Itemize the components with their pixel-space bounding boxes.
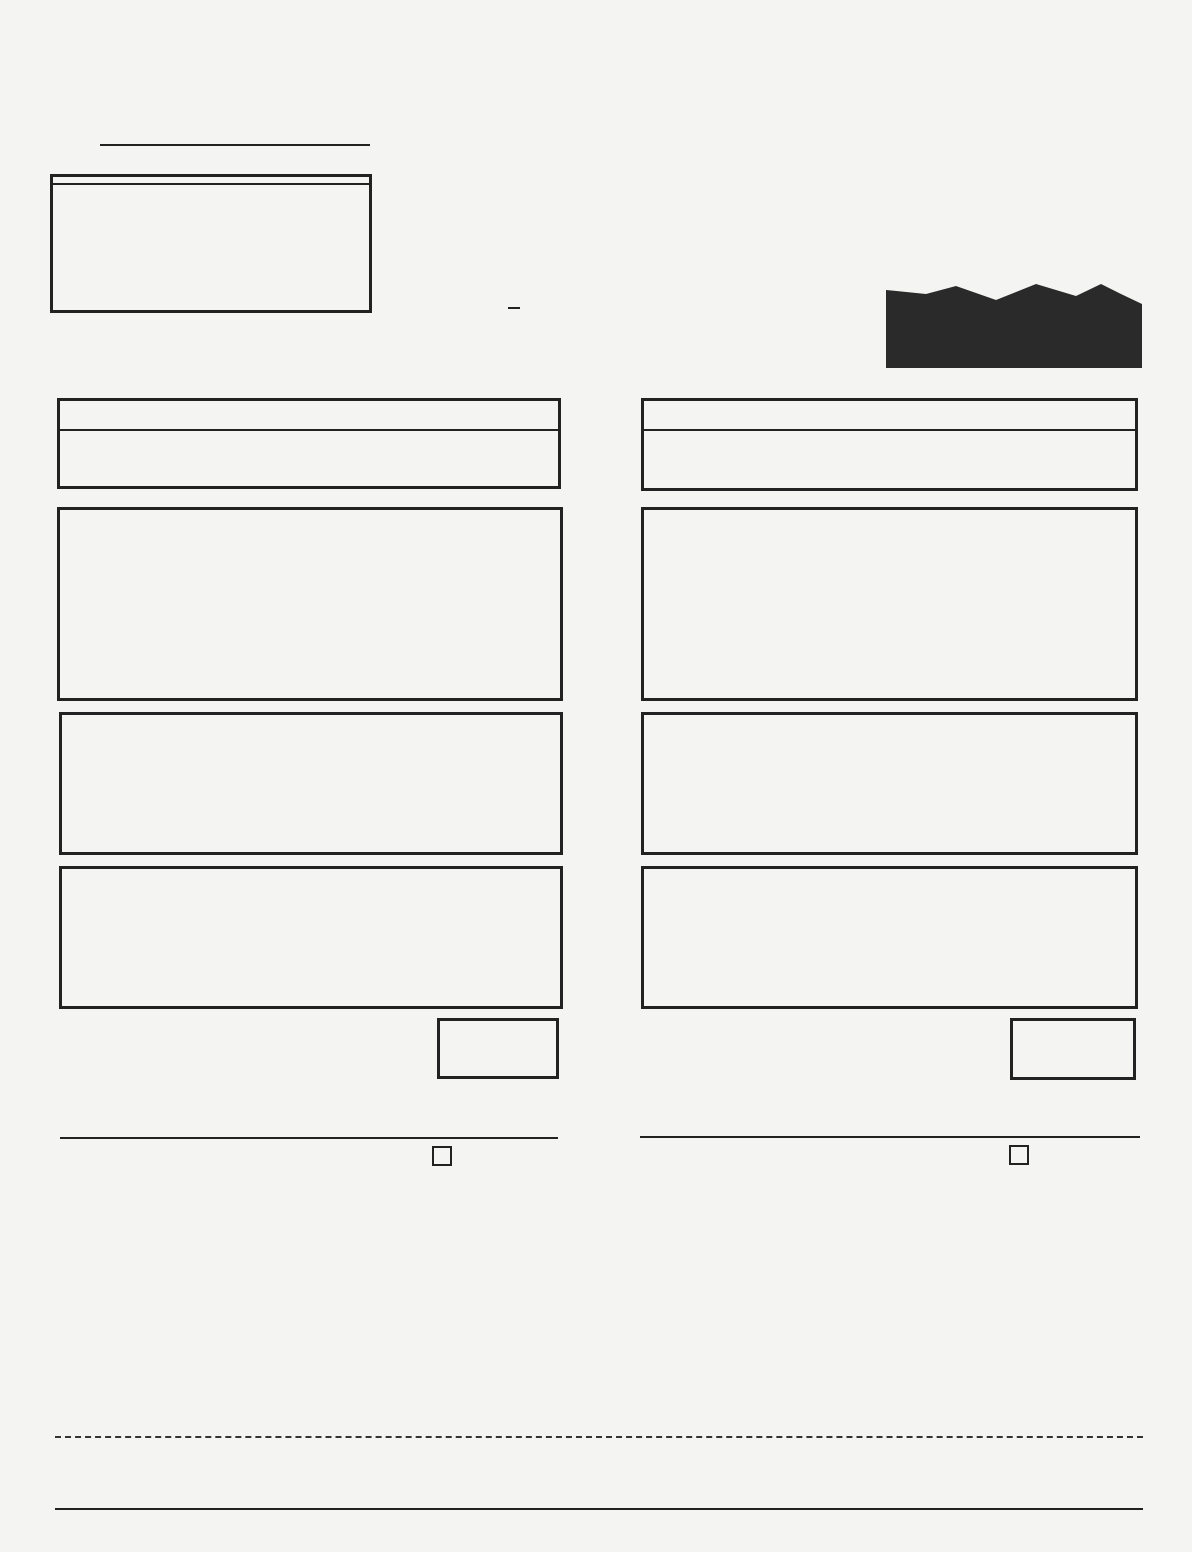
home-signature-line — [60, 1137, 558, 1139]
home-total-wins — [437, 1018, 559, 1079]
home-team-box — [57, 398, 561, 489]
scoring-codes-box — [50, 174, 372, 313]
home-round-3 — [59, 866, 563, 1009]
visitor-round-3 — [641, 866, 1138, 1009]
visiting-team-name — [644, 431, 1135, 437]
home-round-1 — [57, 507, 563, 701]
home-team-header — [60, 401, 558, 431]
home-team-name — [60, 431, 558, 437]
visiting-team-box — [641, 398, 1138, 491]
scoring-codes-title — [53, 177, 369, 185]
visitor-protest — [1005, 1144, 1029, 1165]
bk-note — [508, 305, 520, 309]
visitor-protest-checkbox[interactable] — [1009, 1145, 1029, 1165]
home-protest — [428, 1145, 452, 1166]
visiting-team-header — [644, 401, 1135, 431]
office-line — [55, 1508, 1143, 1510]
home-round-2 — [59, 712, 563, 855]
visitor-round-1 — [641, 507, 1138, 701]
visitor-signature-line — [640, 1136, 1140, 1138]
visitor-total-wins — [1010, 1018, 1136, 1080]
visitor-round-2 — [641, 712, 1138, 855]
date-line — [100, 144, 370, 146]
tear-line — [55, 1436, 1143, 1438]
home-protest-checkbox[interactable] — [432, 1146, 452, 1166]
league-logo — [886, 58, 1142, 368]
